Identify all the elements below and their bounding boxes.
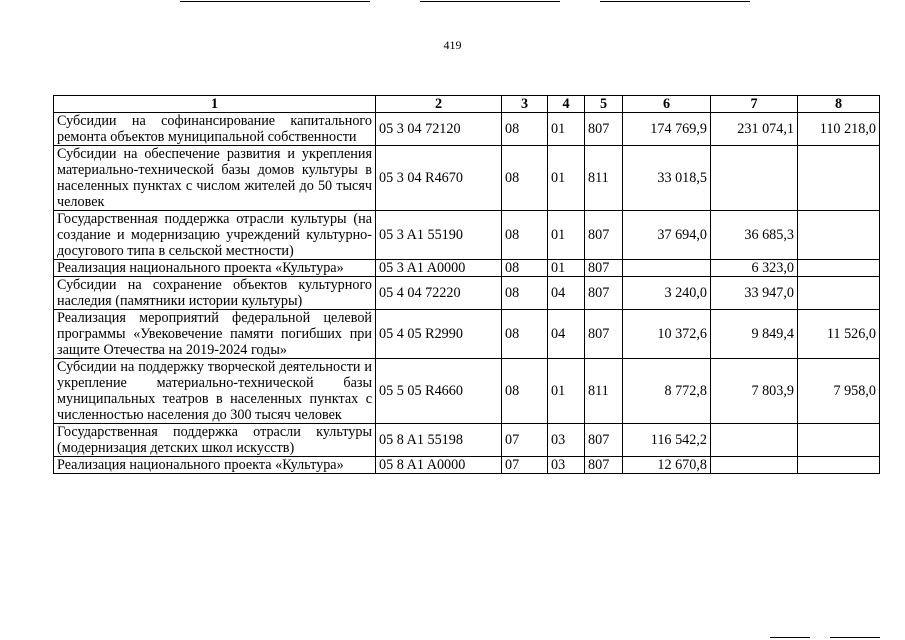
row-expense-type: 807 (585, 211, 623, 260)
row-section: 08 (502, 260, 548, 277)
row-subsection: 01 (548, 211, 585, 260)
table-row (54, 277, 880, 310)
row-name: Государственная поддержка отрасли культуры (модернизация детских школ искусств) (54, 424, 376, 457)
table-row (54, 211, 880, 260)
row-code: 05 3 04 R4670 (376, 146, 502, 211)
row-expense-type: 807 (585, 310, 623, 359)
table-row (54, 146, 880, 211)
row-expense-type: 807 (585, 457, 623, 474)
row-name: Реализация национального проекта «Культура» (54, 457, 376, 474)
row-section: 07 (502, 457, 548, 474)
row-code: 05 8 A1 A0000 (376, 457, 502, 474)
table-row (54, 260, 880, 277)
row-value-7: 36 685,3 (711, 211, 798, 260)
row-value-6: 12 670,8 (623, 457, 711, 474)
row-value-7: 231 074,1 (711, 113, 798, 146)
table-row (54, 310, 880, 359)
row-subsection: 01 (548, 359, 585, 424)
row-value-6 (623, 260, 711, 277)
row-section: 08 (502, 277, 548, 310)
row-section: 08 (502, 211, 548, 260)
header-col-2: 2 (376, 96, 502, 113)
row-value-6: 8 772,8 (623, 359, 711, 424)
row-value-8: 11 526,0 (798, 310, 880, 359)
row-value-8 (798, 211, 880, 260)
row-value-7: 33 947,0 (711, 277, 798, 310)
row-value-6: 37 694,0 (623, 211, 711, 260)
row-value-8 (798, 260, 880, 277)
budget-table (53, 95, 880, 474)
header-col-4: 4 (548, 96, 585, 113)
header-col-8: 8 (798, 96, 880, 113)
row-code: 05 5 05 R4660 (376, 359, 502, 424)
row-value-8 (798, 457, 880, 474)
row-expense-type: 811 (585, 146, 623, 211)
header-col-3: 3 (502, 96, 548, 113)
row-name: Реализация национального проекта «Культура» (54, 260, 376, 277)
row-code: 05 3 04 72120 (376, 113, 502, 146)
header-col-7: 7 (711, 96, 798, 113)
row-section: 08 (502, 113, 548, 146)
row-expense-type: 807 (585, 277, 623, 310)
row-value-7 (711, 457, 798, 474)
row-subsection: 04 (548, 310, 585, 359)
row-value-8 (798, 146, 880, 211)
row-section: 08 (502, 359, 548, 424)
row-expense-type: 807 (585, 113, 623, 146)
row-value-7: 9 849,4 (711, 310, 798, 359)
row-value-8: 110 218,0 (798, 113, 880, 146)
row-expense-type: 811 (585, 359, 623, 424)
row-name: Субсидии на сохранение объектов культурного наследия (памятники истории культуры) (54, 277, 376, 310)
table-row (54, 457, 880, 474)
table-row (54, 359, 880, 424)
row-expense-type: 807 (585, 260, 623, 277)
row-subsection: 01 (548, 113, 585, 146)
row-section: 08 (502, 310, 548, 359)
row-value-6: 116 542,2 (623, 424, 711, 457)
row-name: Субсидии на поддержку творческой деятельности и укрепление материально-технической базы муниципальных театров в населенных пунктах с численностью населения до 300 тысяч человек (54, 359, 376, 424)
header-col-5: 5 (585, 96, 623, 113)
row-expense-type: 807 (585, 424, 623, 457)
row-code: 05 4 05 R2990 (376, 310, 502, 359)
row-code: 05 3 A1 55190 (376, 211, 502, 260)
header-col-6: 6 (623, 96, 711, 113)
row-subsection: 03 (548, 424, 585, 457)
row-name: Государственная поддержка отрасли культуры (на создание и модернизацию учреждений культурно-досугового типа в сельской местности) (54, 211, 376, 260)
header-row (54, 96, 880, 113)
row-value-8: 7 958,0 (798, 359, 880, 424)
row-value-7 (711, 146, 798, 211)
row-section: 07 (502, 424, 548, 457)
table-row (54, 113, 880, 146)
row-value-6: 3 240,0 (623, 277, 711, 310)
row-value-6: 10 372,6 (623, 310, 711, 359)
row-subsection: 01 (548, 260, 585, 277)
row-name: Субсидии на софинансирование капитального ремонта объектов муниципальной собственности (54, 113, 376, 146)
row-value-7: 6 323,0 (711, 260, 798, 277)
row-code: 05 8 A1 55198 (376, 424, 502, 457)
row-value-6: 174 769,9 (623, 113, 711, 146)
row-value-6: 33 018,5 (623, 146, 711, 211)
row-subsection: 04 (548, 277, 585, 310)
header-col-1: 1 (54, 96, 376, 113)
row-code: 05 3 A1 A0000 (376, 260, 502, 277)
row-subsection: 01 (548, 146, 585, 211)
row-section: 08 (502, 146, 548, 211)
row-value-8 (798, 277, 880, 310)
row-subsection: 03 (548, 457, 585, 474)
row-code: 05 4 04 72220 (376, 277, 502, 310)
page-number: 419 (443, 38, 462, 52)
row-name: Реализация мероприятий федеральной целевой программы «Увековечение памяти погибших при защите Отечества на 2019-2024 годы» (54, 310, 376, 359)
row-value-7 (711, 424, 798, 457)
row-name: Субсидии на обеспечение развития и укрепления материально-технической базы домов культуры в населенных пунктах с числом жителей до 50 тысяч человек (54, 146, 376, 211)
scan-top-edge (0, 0, 905, 4)
table-row (54, 424, 880, 457)
row-value-8 (798, 424, 880, 457)
row-value-7: 7 803,9 (711, 359, 798, 424)
